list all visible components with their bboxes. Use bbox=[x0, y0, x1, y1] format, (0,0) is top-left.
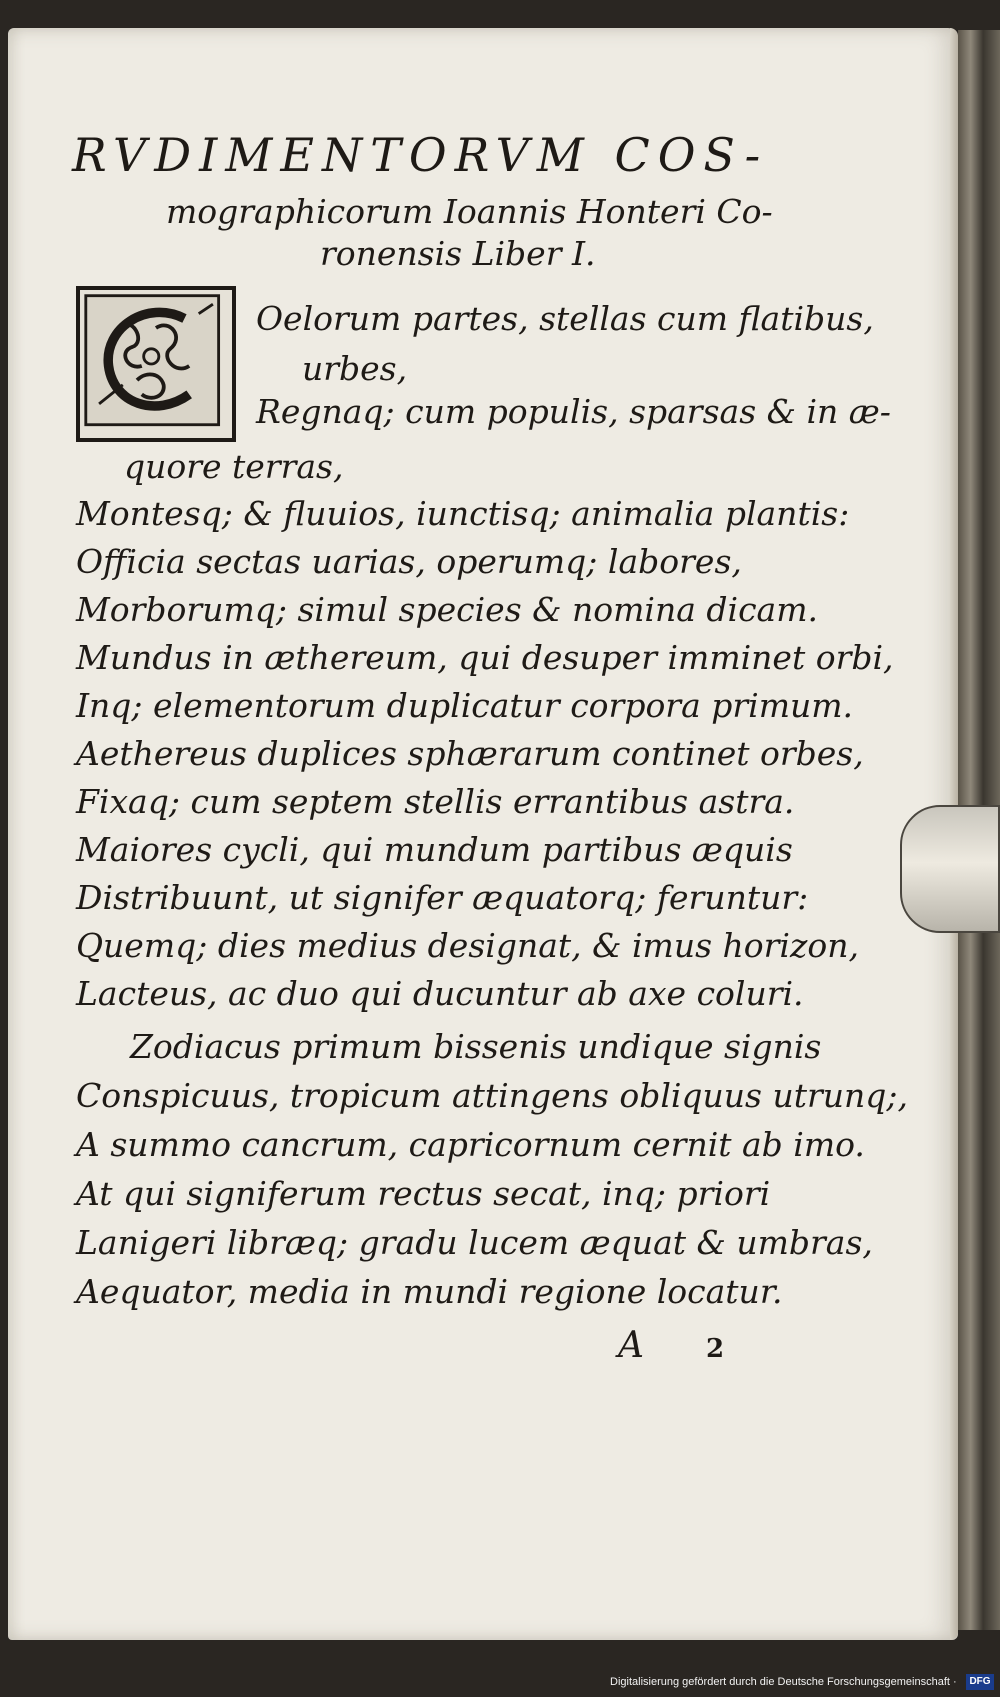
signature-number: 2 bbox=[706, 1334, 725, 1364]
signature-letter: A bbox=[618, 1325, 644, 1366]
title-line-2: mographicorum Ioannis Honteri Co- bbox=[166, 192, 773, 231]
verse-line: quore terras, bbox=[124, 447, 344, 486]
verse-line: Regnaq; cum populis, sparsas & in æ- bbox=[256, 392, 891, 431]
verse-line: At qui signiferum rectus secat, inq; priori bbox=[76, 1174, 771, 1213]
verse-line: Inq; elementorum duplicatur corpora primum. bbox=[76, 686, 854, 725]
verse-line: Aethereus duplices sphærarum continet orbes, bbox=[76, 734, 864, 773]
verse-line: Aequator, media in mundi regione locatur. bbox=[76, 1272, 783, 1311]
verse-line: Zodiacus primum bissenis undique signis bbox=[130, 1027, 822, 1066]
dfg-logo: DFG bbox=[966, 1674, 994, 1690]
verse-line: urbes, bbox=[302, 349, 408, 388]
title-line-3: ronensis Liber I. bbox=[320, 234, 596, 273]
title-line-1: RVDIMENTORVM COS- bbox=[72, 128, 769, 182]
verse-line: Morborumq; simul species & nomina dicam. bbox=[76, 590, 819, 629]
verse-line: Lacteus, ac duo qui ducuntur ab axe coluri. bbox=[76, 974, 804, 1013]
verse-line: Distribuunt, ut signifer æquatorq; feruntur: bbox=[76, 878, 809, 917]
verse-line: Mundus in æthereum, qui desuper imminet orbi, bbox=[76, 638, 894, 677]
ornamental-initial-icon bbox=[76, 286, 236, 442]
verse-line: Officia sectas uarias, operumq; labores, bbox=[76, 542, 742, 581]
verse-line: Fixaq; cum septem stellis errantibus astra. bbox=[76, 782, 795, 821]
verse-line: Lanigeri libræq; gradu lucem æquat & umbras, bbox=[76, 1223, 873, 1262]
verse-line: Maiores cycli, qui mundum partibus æquis bbox=[76, 830, 793, 869]
digitization-credit: Digitalisierung gefördert durch die Deutsche Forschungsgemeinschaft · bbox=[610, 1676, 957, 1688]
verse-line: A summo cancrum, capricornum cernit ab imo. bbox=[76, 1125, 865, 1164]
verse-line: Montesq; & fluuios, iunctisq; animalia plantis: bbox=[76, 494, 850, 533]
verse-line: Quemq; dies medius designat, & imus horizon, bbox=[76, 926, 859, 965]
verse-line: Conspicuus, tropicum attingens obliquus utrunq;, bbox=[76, 1076, 909, 1115]
verse-line: Oelorum partes, stellas cum flatibus, bbox=[256, 299, 874, 338]
